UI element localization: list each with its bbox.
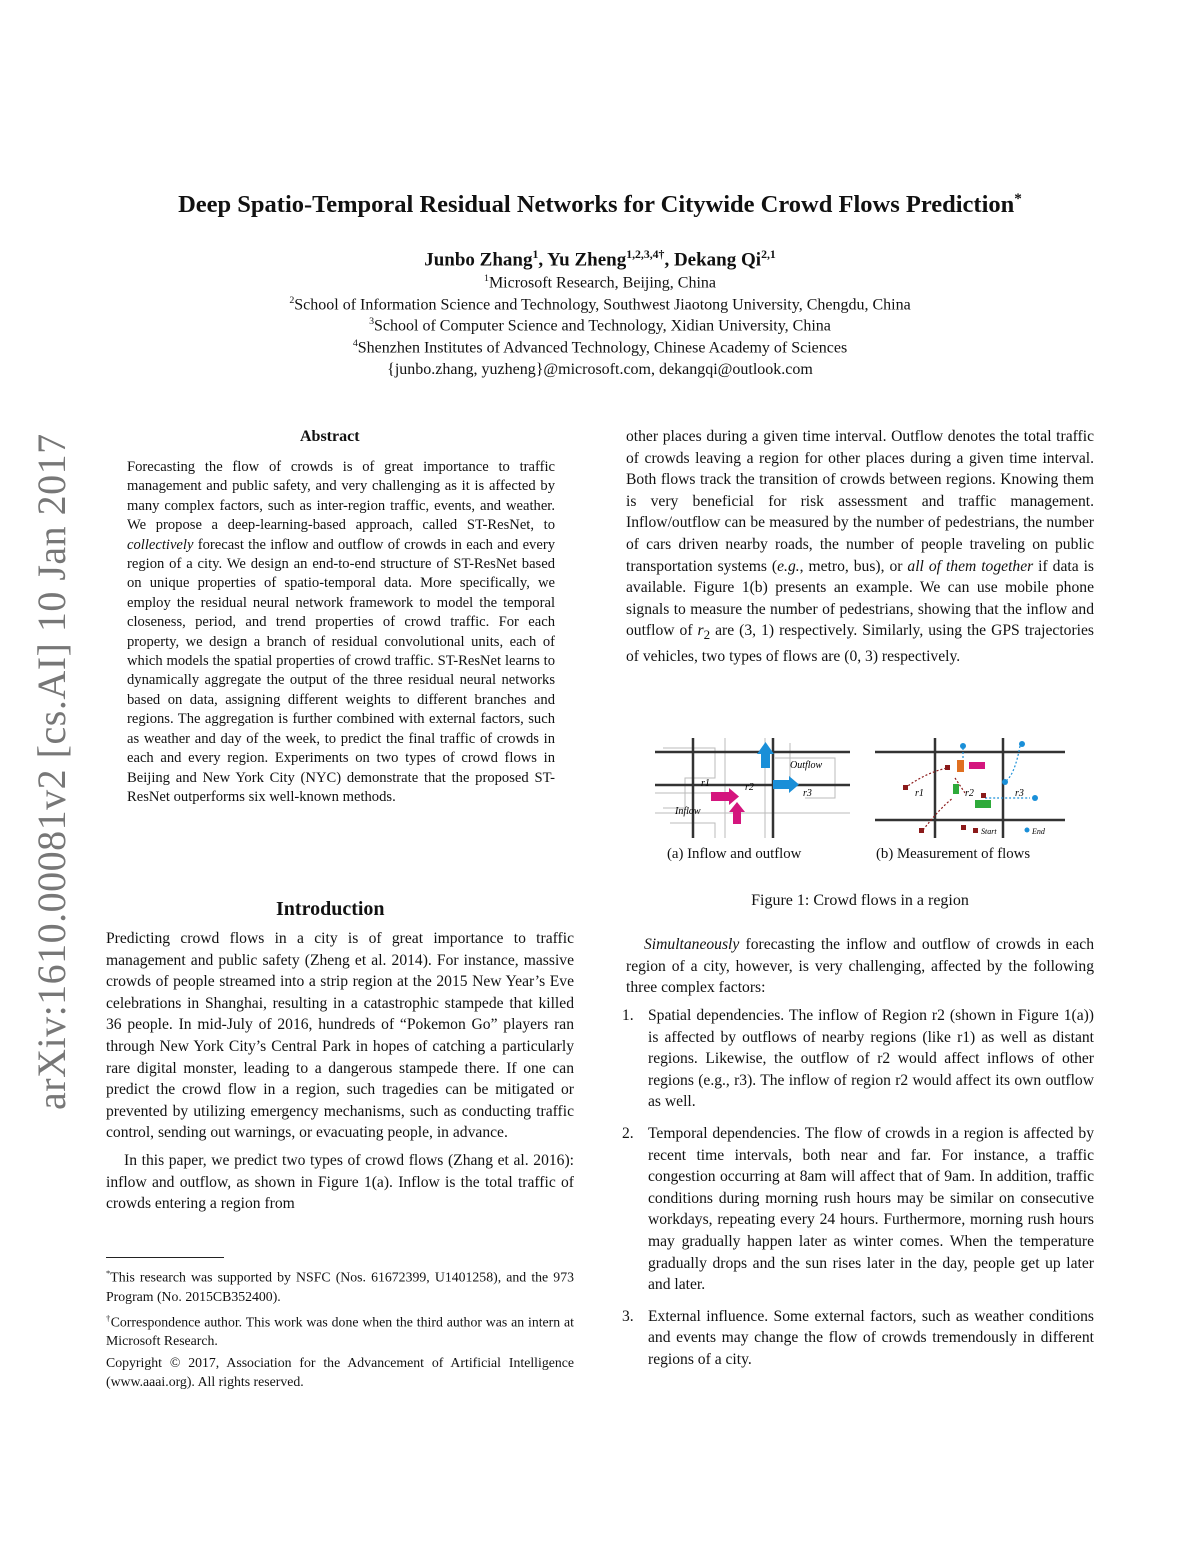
- right-column-intro: other places during a given time interval. Outflow denotes the total traffic of crowds leaving a region for other places during a given time interval. Both flows track the transition of crowds between regions. Knowing them is very beneficial for risk assessment and traffic management. Inflow/outflow can be measured by the number of pedestrians, the number of cars driven nearby roads, the number of people traveling on public transportation systems (e.g., metro, bus), or all of them together if data is available. Figure 1(b) presents an example. We can use mobile phone signals to measure the number of pedestrians, showing that the inflow and outflow of $r_2$ are (3, 1) respectively. Similarly, using the GPS trajectories of vehicles, two types of flows are (0, 3) respectively.: [626, 428, 1094, 666]
- intro-paragraph-2: In this paper, we predict two types of crowd flows (Zhang et al. 2016): inflow and outflow, as shown in Figure 1(a). Inflow is the total traffic of crowds entering a region from: [106, 1151, 574, 1213]
- legend-end: End: [1032, 827, 1045, 836]
- introduction-heading: Introduction: [276, 898, 385, 920]
- figure-1: [655, 738, 1075, 868]
- subcaption-a: (a) Inflow and outflow: [667, 846, 802, 862]
- footnote-funding: *This research was supported by NSFC (Nos. 61672399, U1401258), and the 973 Program (No. 2015CB352400).: [106, 1268, 574, 1304]
- arxiv-stamp: arXiv:1610.00081v2 [cs.AI] 10 Jan 2017: [29, 433, 74, 1110]
- label-r3: r3: [803, 788, 812, 799]
- footnotes: [106, 1264, 574, 1394]
- abstract-body: Forecasting the flow of crowds is of great importance to traffic management and public safety, and very challenging as it is affected by many complex factors, such as inter-region traffic, events, and weather. We propose a deep-learning-based approach, called ST-ResNet, to collectively forecast the inflow and outflow of crowds in each and every region of a city. We design an end-to-end structure of ST-ResNet based on unique properties of spatio-temporal data. More specifically, we employ the residual neural network framework to model the temporal closeness, period, and trend properties of crowd traffic. For each property, we design a branch of residual convolutional units, each of which models the spatial properties of crowd traffic. ST-ResNet learns to dynamically aggregate the output of the three residual neural networks based on data, assigning different weights to different branches and regions. The aggregation is further combined with external factors, such as weather and day of the week, to predict the final traffic of crowds in each and every region. Experiments on two types of crowd flows in Beijing and New York City (NYC) demonstrate that the proposed ST-ResNet outperforms six well-known methods.: [127, 459, 555, 805]
- subcaption-b: (b) Measurement of flows: [876, 846, 1031, 862]
- label-r1: r1: [701, 778, 710, 789]
- figure-1a-inflow-outflow: [655, 738, 850, 838]
- footnote-correspondence: †Correspondence author. This work was done when the third author was an intern at Microsoft Research.: [106, 1312, 574, 1349]
- author-3: Dekang Qi: [673, 249, 762, 271]
- affiliation-4: $^4$Shenzhen Institutes of Advanced Technology, Chinese Academy of Sciences: [352, 338, 848, 357]
- inflow-arrow-icon: [711, 788, 745, 824]
- b-label-r1: r1: [915, 788, 924, 799]
- author-emails: {junbo.zhang, yuzheng}@microsoft.com, dekangqi@outlook.com: [387, 361, 813, 378]
- affiliation-3: $^3$School of Computer Science and Technology, Xidian University, China: [369, 316, 831, 335]
- author-line: Junbo Zhang$^1$, Yu Zheng$^{1,2,3,4\dagger}$, Dekang Qi$^{2,1}$: [424, 248, 776, 271]
- label-outflow: Outflow: [790, 760, 823, 771]
- list-item: 3. External influence. Some external factors, such as weather conditions and events may change the flow of crowds tremendously in different regions of a city.: [622, 1307, 1094, 1368]
- figure-caption: Figure 1: Crowd flows in a region: [751, 892, 969, 909]
- figure-1b-measurement: [875, 738, 1065, 838]
- factor-list: [622, 1005, 1094, 1381]
- affiliation-2: $^2$School of Information Science and Technology, Southwest Jiaotong University, Chengdu, China: [289, 295, 911, 314]
- label-inflow: Inflow: [675, 806, 701, 817]
- label-r2: r2: [745, 782, 754, 793]
- introduction-body: [106, 928, 574, 1221]
- affiliation-1: $^1$Microsoft Research, Beijing, China: [483, 273, 716, 292]
- copyright-notice: Copyright © 2017, Association for the Advancement of Artificial Intelligence (www.aaai.org). All rights reserved.: [106, 1355, 574, 1390]
- b-label-r2: r2: [965, 788, 974, 799]
- footnote-rule: [106, 1257, 224, 1258]
- abstract-heading: Abstract: [300, 428, 360, 445]
- legend-start: Start: [981, 827, 997, 836]
- b-label-r3: r3: [1015, 788, 1024, 799]
- author-2: Yu Zheng: [547, 249, 627, 271]
- author-1: Junbo Zhang: [424, 249, 533, 271]
- right-column-body: Simultaneously forecasting the inflow and outflow of crowds in each region of a city, however, is very challenging, affected by the following three complex factors:: [626, 936, 1094, 997]
- list-item: 2. Temporal dependencies. The flow of crowds in a region is affected by recent time intervals, both near and far. For instance, a traffic congestion occurring at 8am will affect that of 9am. In addition, traffic conditions during morning rush hours may be similar on consecutive workdays, repeating every 24 hours. Furthermore, morning rush hours may gradually happen later as winter comes. When the temperature gradually drops and the sun rises later in the day, people get up later and later.: [622, 1124, 1094, 1294]
- list-item: 1. Spatial dependencies. The inflow of Region r2 (shown in Figure 1(a)) is affected by outflows of nearby regions (like r1) as well as distant regions. Likewise, the outflow of r2 would affect inflows of other regions (e.g., r3). The inflow of region r2 would affect its own outflow as well.: [622, 1007, 1094, 1111]
- intro-paragraph-1: Predicting crowd flows in a city is of great importance to traffic management and public safety (Zheng et al. 2014). For instance, massive crowds of people streamed into a strip region at the 2015 New Year’s Eve celebrations in Shanghai, resulting in a catastrophic stampede that killed 36 people. In mid-July of 2016, hundreds of “Pokemon Go” players ran through New York City’s Central Park in hopes of catching a particularly rare digital monster, leading to a dangerous stampede there. If one can predict the crowd flow in a region, such tragedies can be mitigated or prevented by utilizing emergency mechanisms, such as conducting traffic control, sending out warnings, or evacuating people, in advance.: [106, 930, 574, 1142]
- paper-title: Deep Spatio-Temporal Residual Networks for Citywide Crowd Flows Prediction*: [178, 190, 1022, 219]
